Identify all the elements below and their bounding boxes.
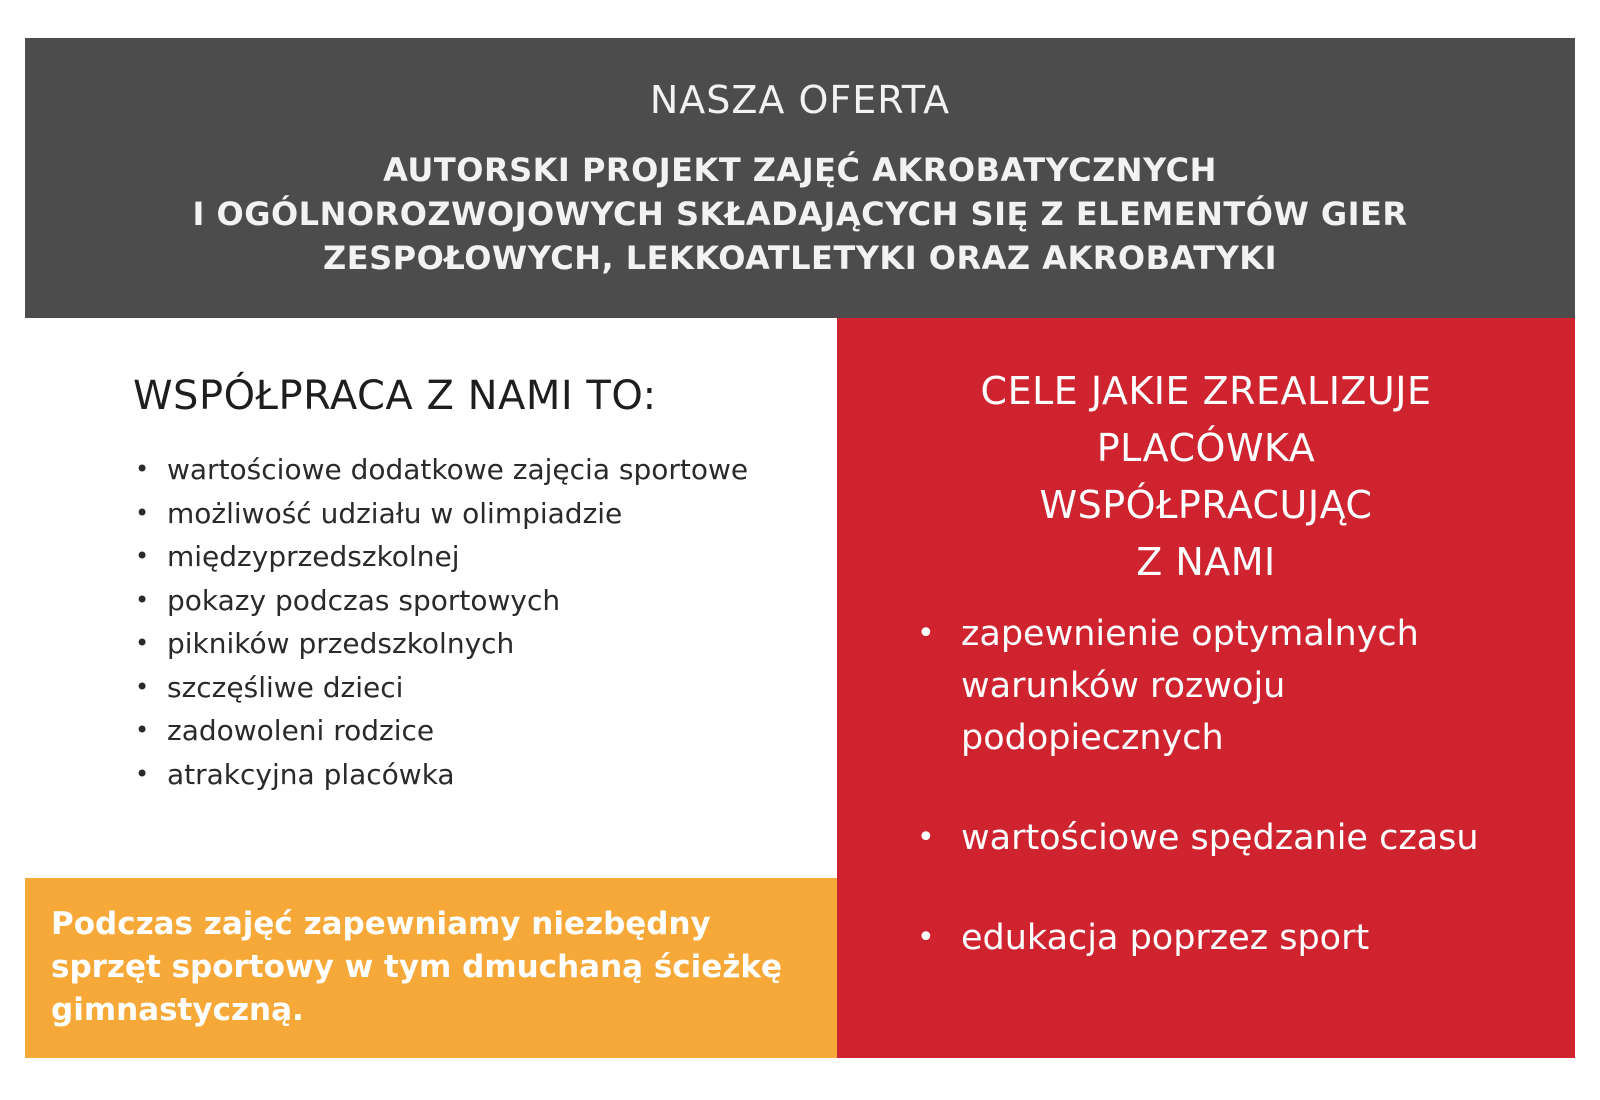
bullet-icon: •	[135, 629, 150, 657]
list-item-text: edukacja poprzez sport	[961, 918, 1370, 958]
list-item-text: międzyprzedszkolnej	[167, 540, 460, 573]
goals-heading-line: PLACÓWKA	[1096, 426, 1316, 470]
list-item	[133, 492, 793, 536]
project-description-line: I OGÓLNOROZWOJOWYCH SKŁADAJĄCYCH SIĘ Z ELEMENTÓW GIER	[192, 195, 1408, 233]
goals-heading-line: CELE JAKIE ZREALIZUJE	[980, 369, 1432, 413]
list-item	[133, 622, 793, 666]
list-item	[133, 666, 793, 710]
list-item	[133, 709, 793, 753]
list-item-text: zadowoleni rodzice	[167, 714, 435, 747]
list-item-text: wartościowe spędzanie czasu	[961, 818, 1479, 858]
list-item-text: atrakcyjna placówka	[167, 757, 455, 791]
bullet-icon: •	[917, 920, 935, 955]
goals-heading	[837, 363, 1575, 591]
goals-list	[917, 608, 1557, 1012]
project-description-line: AUTORSKI PROJEKT ZAJĘĆ AKROBATYCZNYCH	[383, 151, 1217, 189]
bullet-icon: •	[135, 716, 150, 744]
cooperation-heading: WSPÓŁPRACA Z NAMI TO:	[133, 373, 657, 419]
list-item-text: wartościowe dodatkowe zajęcia sportowe	[167, 453, 749, 486]
list-item	[133, 579, 793, 623]
bullet-icon: •	[135, 759, 150, 788]
list-item	[133, 535, 793, 579]
goals-heading-line: WSPÓŁPRACUJĄC	[1039, 483, 1373, 527]
goals-panel	[837, 318, 1575, 1058]
bullet-icon: •	[135, 672, 150, 701]
list-item	[917, 608, 1557, 764]
equipment-note-text: Podczas zajęć zapewniamy niezbędny sprzęt sportowy w tym dmuchaną ścieżkę gimnastyczną.	[51, 906, 783, 1028]
bullet-icon: •	[135, 455, 150, 483]
bullet-icon: •	[917, 820, 935, 855]
cooperation-benefits-list	[133, 448, 793, 796]
goals-heading-line: Z NAMI	[1136, 540, 1276, 584]
list-item-text: możliwość udziału w olimpiadzie	[167, 496, 623, 530]
project-description	[25, 148, 1575, 280]
equipment-note-box	[25, 878, 837, 1058]
list-item	[133, 753, 793, 797]
offer-header	[25, 38, 1575, 318]
bullet-icon: •	[135, 498, 150, 527]
list-item-text: pokazy podczas sportowych	[167, 583, 561, 617]
cooperation-panel	[25, 318, 837, 878]
list-item-text: zapewnienie optymalnych warunków rozwoju podopiecznych	[961, 614, 1419, 758]
list-item-text: pikników przedszkolnych	[167, 627, 515, 660]
page-title: NASZA OFERTA	[649, 78, 951, 122]
list-item	[917, 912, 1557, 964]
bullet-icon: •	[917, 616, 935, 651]
project-description-line: ZESPOŁOWYCH, LEKKOATLETYKI ORAZ AKROBATYKI	[323, 239, 1277, 277]
bullet-icon: •	[135, 542, 150, 570]
list-item	[917, 812, 1557, 864]
list-item-text: szczęśliwe dzieci	[167, 670, 404, 704]
list-item	[133, 448, 793, 492]
bullet-icon: •	[135, 585, 150, 614]
